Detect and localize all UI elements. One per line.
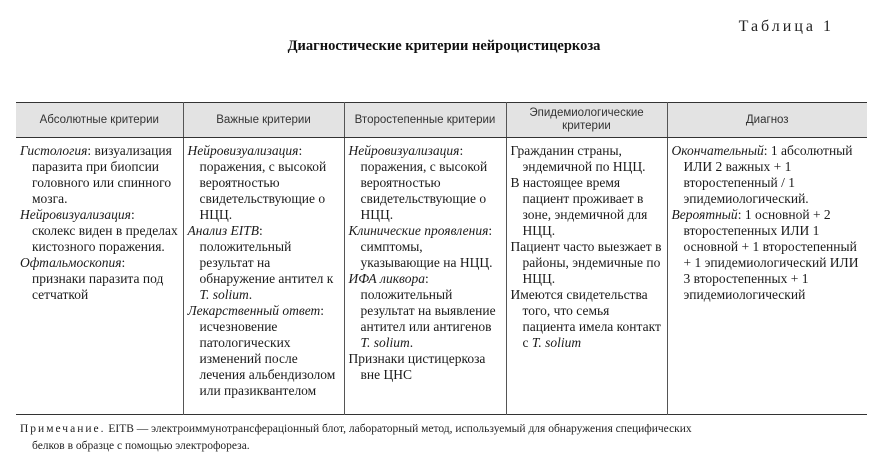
header-diagnosis: Диагноз: [667, 103, 867, 138]
criterion-entry: ИФА ликвора: положительный результат на выявление антител или антигенов T. solium.: [348, 271, 496, 350]
table-footnote: [20, 421, 860, 455]
cell-important: [183, 138, 344, 415]
criterion-entry: Клинические проявления: симптомы, указывающие на НЦЦ.: [348, 223, 493, 270]
criterion-entry: Гражданин страны, эндемичной по НЦЦ.: [510, 143, 646, 174]
cell-epidemiological: [506, 138, 667, 415]
header-minor: Второстепенные критерии: [344, 103, 506, 138]
criterion-entry: Лекарственный ответ: исчезновение патологических изменений после лечения альбендизолом или празиквантелом: [187, 303, 336, 398]
cell-absolute: [16, 138, 183, 415]
header-epidemiological: Эпидемиологические критерии: [506, 103, 667, 138]
criterion-entry: Анализ EITB: положительный результат на обнаружение антител к T. solium.: [187, 223, 334, 302]
criteria-row: [16, 138, 867, 415]
criterion-entry: В настоящее время пациент проживает в зоне, эндемичной для НЦЦ.: [510, 175, 648, 238]
diagnosis-entry: Вероятный: 1 основной + 2 второстепенных ИЛИ 1 основной + 1 второстепенный + 1 эпидемиологический ИЛИ 3 второстепенных + 1 эпидемиологический: [671, 207, 859, 302]
cell-minor: [344, 138, 506, 415]
criterion-entry: Признаки цистицеркоза вне ЦНС: [348, 351, 486, 382]
header-absolute: Абсолютные критерии: [16, 103, 183, 138]
criterion-entry: Нейровизуализация: поражения, с высокой вероятностью свидетельствующие о НЦЦ.: [348, 143, 488, 222]
footnote-text: EITB — электроиммунотрансфераціонный блот, лабораторный метод, используемый для обнаружения специфических: [105, 423, 692, 435]
criterion-entry: Гистология: визуализация паразита при биопсии головного или спинного мозга.: [20, 143, 172, 206]
criterion-entry: Офтальмоскопия: признаки паразита под сетчаткой: [20, 255, 164, 302]
header-important: Важные критерии: [183, 103, 344, 138]
diagnosis-entry: Окончательный: 1 абсолютный ИЛИ 2 важных + 1 второстепенный / 1 эпидемиологический.: [671, 143, 853, 206]
table-label: Таблица 1: [738, 18, 834, 35]
criterion-entry: Нейровизуализация: сколекс виден в пределах кистозного поражения.: [20, 207, 178, 254]
table-title: Диагностические критерии нейроцистицеркоза: [287, 38, 601, 54]
footnote-lead: Примечание.: [20, 423, 106, 435]
footnote-text-continued: белков в образце с помощью электрофореза.: [32, 440, 250, 452]
header-row: [16, 103, 867, 138]
criteria-table: [16, 102, 867, 415]
criterion-entry: Нейровизуализация: поражения, с высокой вероятностью свидетельствующие о НЦЦ.: [187, 143, 327, 222]
cell-diagnosis: [667, 138, 867, 415]
criterion-entry: Имеются свидетельства того, что семья пациента имела контакт с T. solium: [510, 287, 661, 350]
criterion-entry: Пациент часто выезжает в районы, эндемичные по НЦЦ.: [510, 239, 662, 286]
